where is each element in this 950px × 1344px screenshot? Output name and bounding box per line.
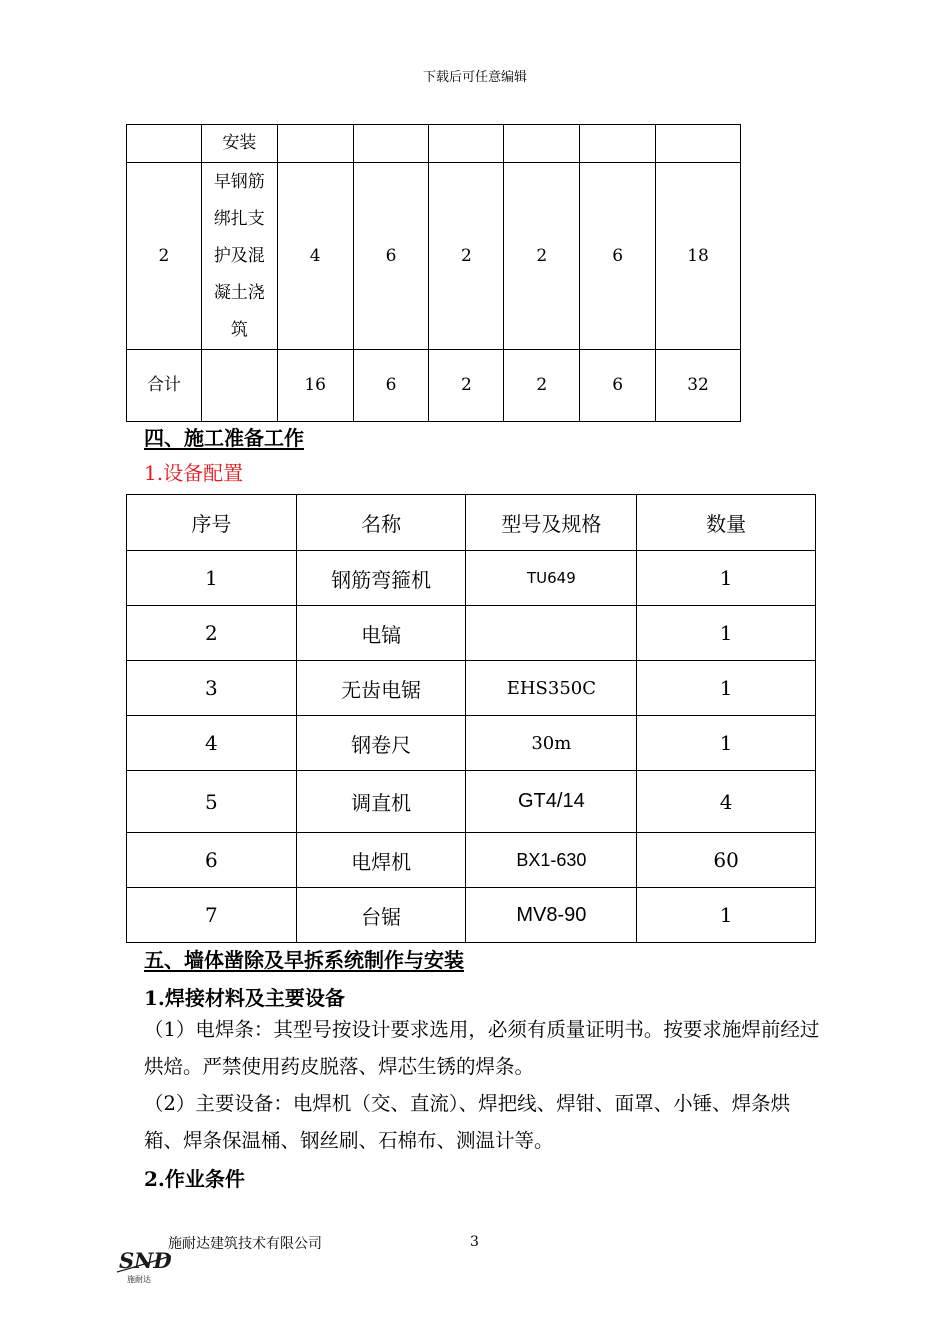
table-header-row (127, 495, 816, 551)
table-cell: 钢卷尺 (296, 716, 466, 771)
table-cell: 60 (637, 833, 816, 888)
equipment-table (126, 494, 816, 943)
table-cell: 4 (127, 716, 297, 771)
table-cell: 1 (637, 661, 816, 716)
section-heading-4: 四、施工准备工作 (144, 426, 304, 450)
table-cell: GT4/14 (466, 771, 637, 833)
footer-company-name: 施耐达建筑技术有限公司 (168, 1236, 322, 1252)
table-row (127, 125, 741, 163)
table-cell: 早钢筋 绑扎支 护及混 凝土浇 筑 (201, 163, 277, 350)
table-cell: 合计 (127, 350, 202, 422)
table-cell: 1 (637, 606, 816, 661)
table-cell: 32 (656, 350, 741, 422)
table-cell: 30m (466, 716, 637, 771)
table-row (127, 833, 816, 888)
table-cell: 2 (127, 163, 202, 350)
column-header: 型号及规格 (466, 495, 637, 551)
table-cell: 2 (127, 606, 297, 661)
table-row (127, 551, 816, 606)
table-cell: 18 (656, 163, 741, 350)
table-cell: 3 (127, 661, 297, 716)
subheading-equipment: 1.设备配置 (144, 461, 244, 485)
table-cell: 2 (429, 163, 504, 350)
table-cell: 16 (277, 350, 353, 422)
logo-mark: SND (119, 1248, 172, 1273)
column-header: 名称 (296, 495, 466, 551)
table-cell: 6 (580, 350, 656, 422)
page-header-note: 下载后可任意编辑 (422, 70, 527, 85)
table-cell: 台锯 (296, 888, 466, 943)
table-cell (580, 125, 656, 163)
table-cell: 6 (353, 350, 429, 422)
table-cell: 1 (637, 716, 816, 771)
table-row (127, 606, 816, 661)
section-heading-5: 五、墙体凿除及早拆系统制作与安装 (144, 948, 464, 972)
table-cell: 6 (353, 163, 429, 350)
logo-subtext: 施耐达 (127, 1275, 151, 1284)
table-cell: 电镐 (296, 606, 466, 661)
table-cell (277, 125, 353, 163)
table-cell: MV8-90 (466, 888, 637, 943)
table-cell (656, 125, 741, 163)
table-cell: 2 (429, 350, 504, 422)
table-cell: TU649 (466, 551, 637, 606)
table-cell: 1 (637, 888, 816, 943)
table-cell: EHS350C (466, 661, 637, 716)
column-header: 序号 (127, 495, 297, 551)
table-cell: 6 (127, 833, 297, 888)
subheading-work-conditions: 2.作业条件 (144, 1167, 245, 1191)
table-cell: 7 (127, 888, 297, 943)
subheading-welding-materials: 1.焊接材料及主要设备 (144, 986, 345, 1010)
table-row (127, 716, 816, 771)
table-cell: 无齿电锯 (296, 661, 466, 716)
table-row (127, 350, 741, 422)
table-row (127, 771, 816, 833)
labor-table (126, 124, 741, 422)
table-cell (504, 125, 580, 163)
table-row (127, 888, 816, 943)
table-cell (429, 125, 504, 163)
paragraph-equipment: （2）主要设备：电焊机（交、直流）、焊把线、焊钳、面罩、小锤、焊条烘箱、焊条保温桶、钢丝刷、石棉布、测温计等。 (144, 1092, 791, 1152)
table-row (127, 163, 741, 350)
table-cell: 安装 (201, 125, 277, 163)
table-cell: BX1-630 (466, 833, 637, 888)
table-cell (201, 350, 277, 422)
table-cell (466, 606, 637, 661)
table-cell: 钢筋弯箍机 (296, 551, 466, 606)
table-cell (353, 125, 429, 163)
table-cell: 4 (637, 771, 816, 833)
table-cell: 2 (504, 350, 580, 422)
table-cell: 4 (277, 163, 353, 350)
table-cell: 1 (637, 551, 816, 606)
table-cell: 电焊机 (296, 833, 466, 888)
company-logo (115, 1244, 175, 1286)
column-header: 数量 (637, 495, 816, 551)
table-row (127, 661, 816, 716)
paragraph-electrode: （1）电焊条：其型号按设计要求选用，必须有质量证明书。按要求施焊前经过烘焙。严禁使用药皮脱落、焊芯生锈的焊条。 (144, 1018, 820, 1078)
table-cell: 调直机 (296, 771, 466, 833)
table-cell: 5 (127, 771, 297, 833)
page-number: 3 (470, 1234, 479, 1250)
table-cell: 1 (127, 551, 297, 606)
table-cell (127, 125, 202, 163)
table-cell: 6 (580, 163, 656, 350)
table-cell: 2 (504, 163, 580, 350)
